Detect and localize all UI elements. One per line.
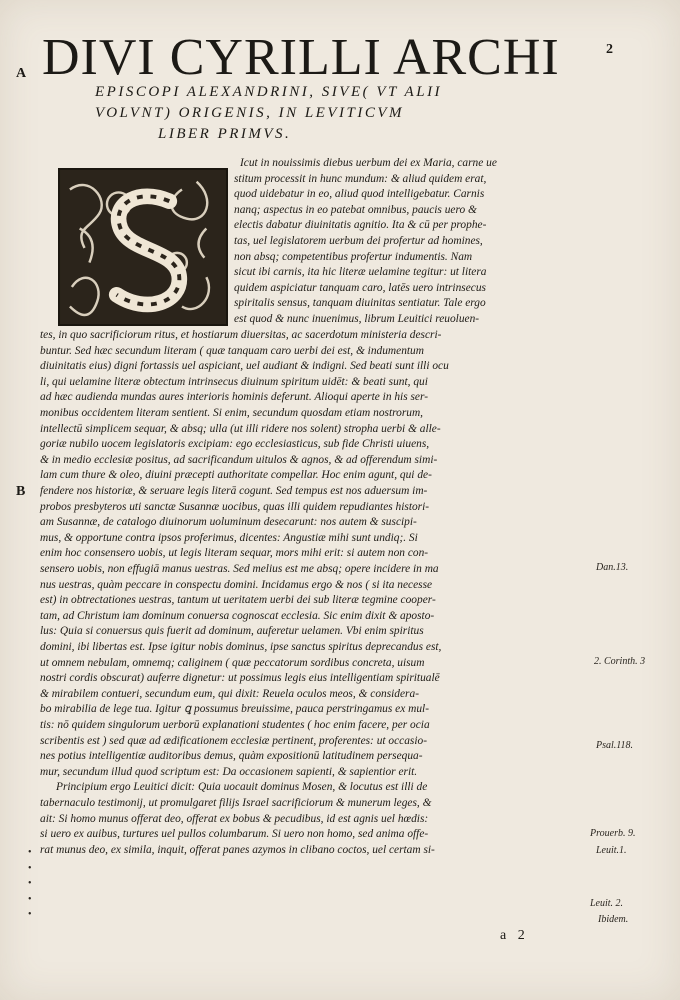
text-line: ut omnem nebulam, omnemq; caliginem ( quæ peccatorum sordibus concreta, uisum — [40, 656, 425, 669]
margin-note: Prouerb. 9. — [590, 828, 636, 839]
corner-number: 2 — [606, 42, 613, 57]
corner-letter-a: A — [16, 66, 27, 81]
text-line: stitum processit in hunc mundum: & aliud quidem erat, — [234, 172, 487, 185]
text-line: mus, & opportune contra ipsos proferimus, dicentes: Angustiæ mihi sunt undiq;. Si — [40, 531, 418, 544]
subtitle-line-2: VOLVNT) ORIGENIS, IN LEVITICVM — [95, 105, 404, 121]
text-line: tam, ad Christum iam dominum conuersa cognoscat ecclesia. Sic enim dixit & aposto- — [40, 609, 435, 622]
page-title: DIVI CYRILLI ARCHI — [42, 29, 560, 86]
text-line: mur, secundum illud quod scriptum est: Da occasionem sapienti, & sapientior erit. — [40, 765, 418, 778]
margin-note: Leuit. 2. — [590, 898, 624, 909]
text-line: & mirabilem contueri, secundum eum, qui dixit: Reuela oculos meos, & considera- — [40, 687, 419, 700]
paragraph-marker: • — [28, 909, 32, 920]
paragraph-marker: • — [28, 894, 32, 905]
text-line: nanq; aspectus in eo patebat omnibus, paucis uero & — [234, 203, 477, 216]
text-line: quod uidebatur in eo, aliud quod intelligebatur. Carnis — [234, 188, 485, 201]
text-line: tis: nō quidem singulorum uerborū explanationi studentes ( hoc enim facere, per ocia — [40, 719, 430, 731]
text-line: lam cum thure & oleo, diuini præcepti authoritate compellar. Hoc enim agunt, qui de- — [40, 469, 432, 482]
text-line: ad hæc audienda mundas aures interioris hominis deferunt. Alioqui aperte in his ser- — [40, 391, 428, 404]
text-line: lus: Quia si conuersus quis fuerit ad dominum, auferetur uelamen. Vbi enim spiritus — [40, 625, 424, 638]
text-line: li, qui uelamine literæ obtectum intrinsecus diuinum spiritum uidēt: & beati sunt, qui — [40, 375, 428, 388]
text-line: spiritalis sensus, tanquam diuinitas sentiatur. Tale ergo — [234, 297, 486, 310]
text-line: ait: Si homo munus offerat deo, offerat ex bobus & pecudibus, id est agnis uel hœdis: — [40, 812, 429, 825]
paragraph-marker: • — [28, 847, 32, 858]
text-line: quidem aspiciatur tanquam caro, latēs uero intrinsecus — [234, 281, 486, 294]
text-line: nus uestras, quàm peccare in conspectu domini. Incidamus ergo & nos ( si ita necesse — [40, 578, 433, 591]
text-line: scribentis est ) sed quæ ad ædificationem ecclesiæ pertinent, proferentes: ut occasio- — [40, 734, 427, 747]
text-line: enim hoc consensero uobis, ut legis literam sequar, mors mihi erit: si autem non con- — [40, 547, 429, 560]
text-line: si uero ex auibus, turtures uel pullos columbarum. Si uero non homo, sed anima offe- — [40, 828, 429, 841]
text-line: fendere nos historiæ, & seruare legis literā cogunt. Sed tempus est nos aduersum im- — [40, 485, 428, 497]
margin-note: Ibidem. — [598, 914, 629, 925]
text-line: goriæ nubilo uocem legislatoris excipiam: ego ecclesiasticus, sub fide Christi uiuens, — [40, 438, 430, 451]
text-line: buntur. Sed hæc secundum literam ( quæ tanquam caro uerbi dei est, & indumentum — [40, 344, 424, 357]
decorated-initial-s — [58, 168, 228, 326]
text-line: non absq; competentibus profertur indumentis. Nam — [234, 250, 473, 263]
text-line: probos presbyteros uti sanctæ Susannæ uocibus, quas illi quidem repudiantes histori- — [40, 500, 430, 513]
text-line: am Susannæ, de catalogo diuinorum uoluminum desecarunt: nos autem & suscipi- — [40, 516, 417, 529]
margin-note: Dan.13. — [596, 562, 629, 573]
subtitle-line-1: EPISCOPI ALEXANDRINI, SIVE( VT ALII — [95, 84, 443, 100]
signature-mark: a 2 — [500, 928, 529, 943]
text-line: tes, in quo sacrificiorum ritus, et hostiarum diuersitas, ac sacerdotum ministeria descri- — [40, 329, 442, 341]
side-letter-b: B — [16, 484, 26, 499]
text-line: Principium ergo Leuitici dicit: Quia uocauit dominus Mosen, & locutus est illi de — [56, 781, 428, 794]
text-line: nostri cordis obscurat) auferre dignetur: ut possimus legis eius intelligentiam spiritualē — [40, 672, 440, 685]
text-line: rat munus deo, ex simila, inquit, offerat panes azymos in clibano coctos, uel certam si- — [40, 843, 435, 856]
text-line: bo mirabilia de lege tua. Igitur ꝗ possumus breuissime, pauca perstringamus ex mul- — [40, 703, 429, 716]
margin-note: 2. Corinth. 3 — [594, 656, 646, 667]
text-line: tabernaculo testimonij, ut promulgaret filijs Israel sacrificiorum & munerum leges, & — [40, 797, 432, 809]
paragraph-marker: • — [28, 863, 32, 874]
text-line: & in medio ecclesiæ positus, ad sacrificandum uitulos & agnos, & ad offerendum simi- — [40, 453, 438, 466]
text-line: sicut ibi carnis, ita hic literæ uelamine tegitur: ut litera — [234, 266, 487, 279]
margin-note: Psal.118. — [596, 740, 634, 751]
text-line: est quod & nunc inuenimus, librum Leuitici reuoluen- — [234, 313, 480, 325]
text-line: sensero uobis, non effugiā manus uestras. Sed melius est me absq; opere incidere in ma — [40, 563, 439, 575]
text-line: Icut in nouissimis diebus uerbum dei ex Maria, carne ue — [240, 157, 497, 169]
text-line: monibus occidentem literam sentient. Si enim, secundum quosdam etiam nostrorum, — [40, 407, 424, 419]
text-line: domini, ibi libertas est. Ipse igitur nobis dominus, ipse sanctus spiritus deprecandus est, — [40, 641, 442, 653]
text-line: tas, uel legislatorem uerbum dei profertur ad homines, — [234, 235, 483, 247]
paragraph-marker: • — [28, 878, 32, 889]
text-line: diuinitatis eius) digni fortassis uel aspiciant, uel audiant & indigni. Sed beati sunt illi ocu — [40, 360, 449, 373]
text-line: electis dabatur diuinitatis agnitio. Ita & cū per prophe- — [234, 219, 487, 232]
text-line: intellectū simplicem sequar, & absq; ulla (ut illi ridere nos solent) stropha uerbi & alle- — [40, 422, 441, 435]
text-line: est) in obtrectationes uestras, tantum ut ueritatem uerbi dei sub literæ tegmine cooper- — [40, 594, 436, 607]
margin-note: Leuit.1. — [596, 845, 627, 856]
subtitle-line-3: LIBER PRIMVS. — [158, 126, 292, 142]
text-line: nes potius intelligentiæ auditoribus demus, quàm expositionū latitudinem persequa- — [40, 750, 423, 763]
